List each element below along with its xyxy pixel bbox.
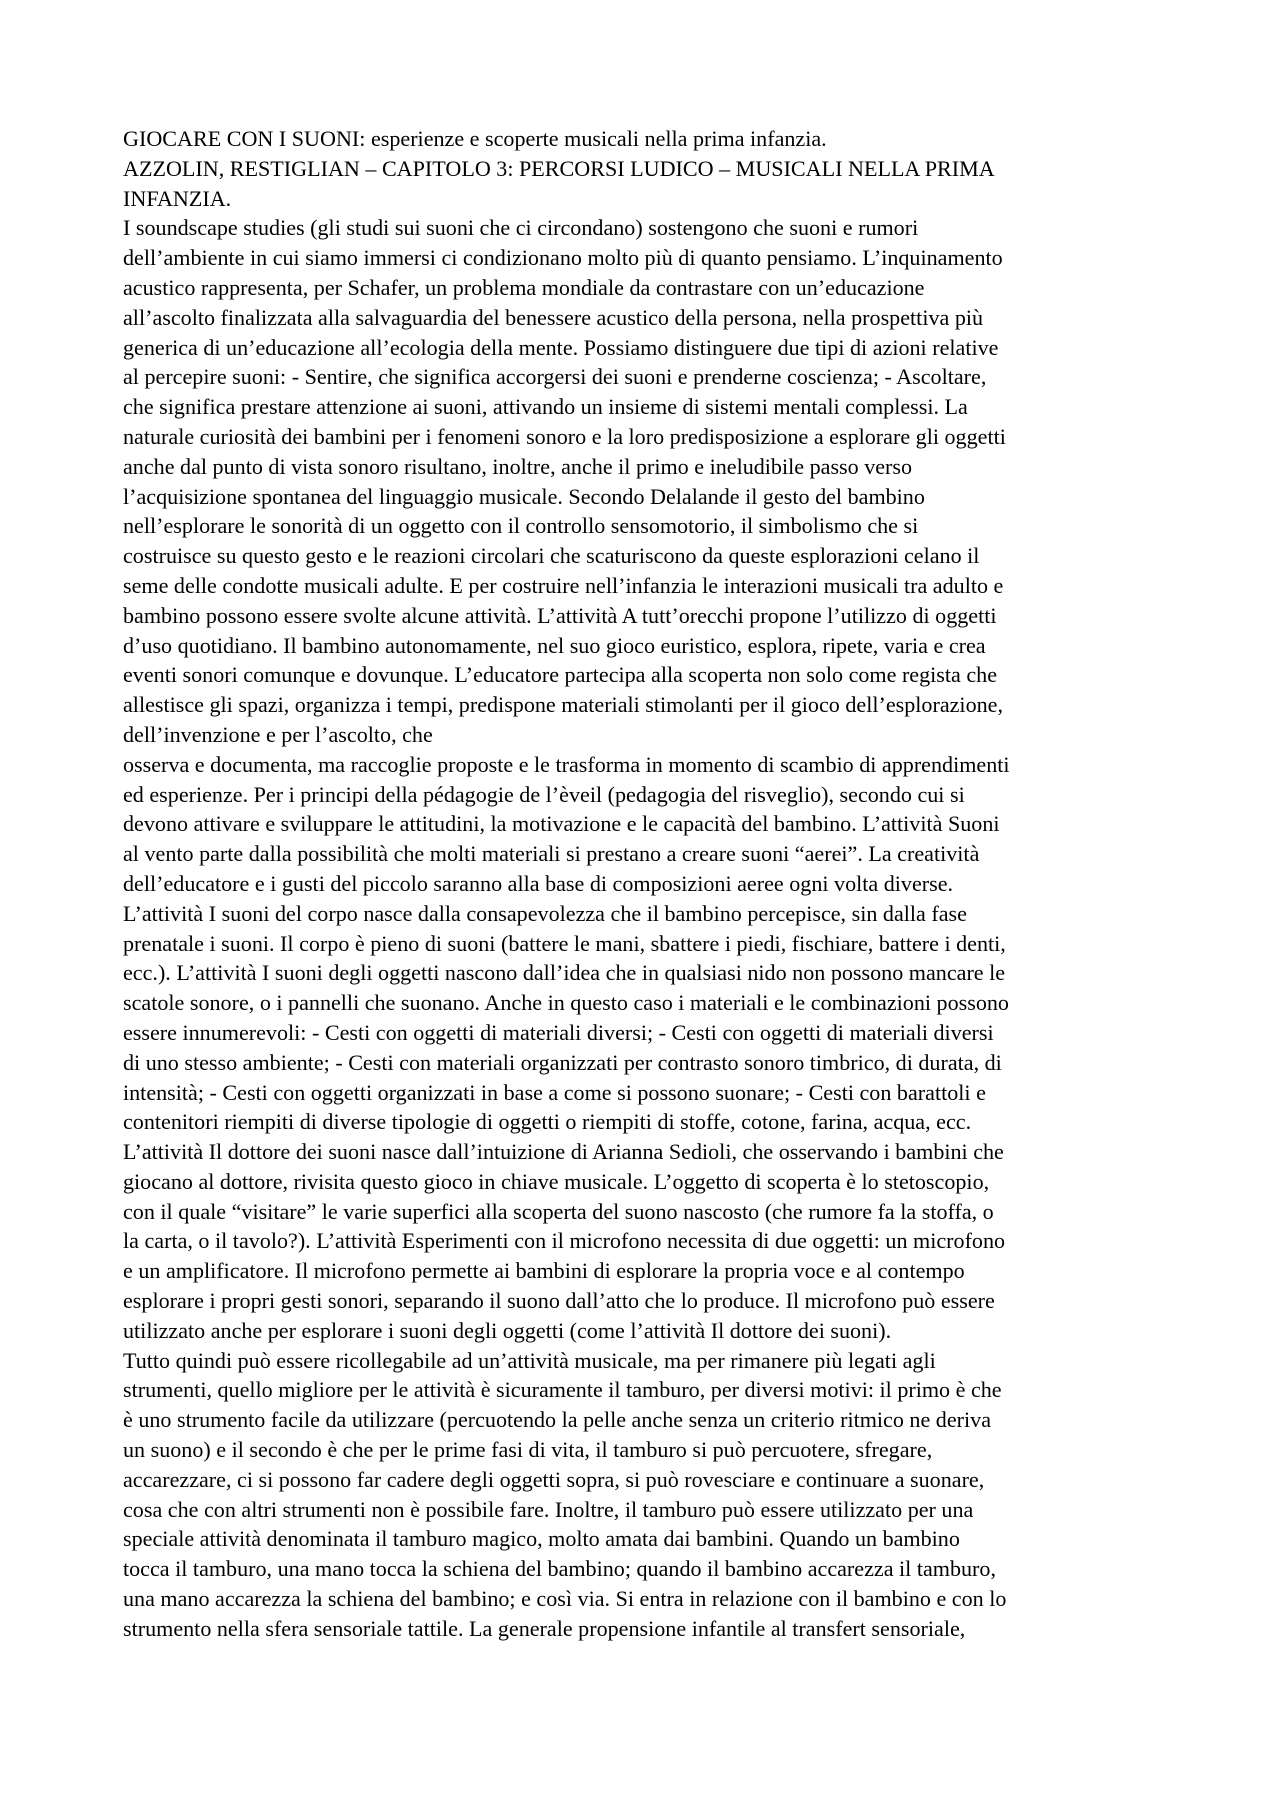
subtitle-line: INFANZIA. [123, 185, 232, 211]
body-text-line: l’acquisizione spontanea del linguaggio musicale. Secondo Delalande il gesto del bambino [123, 483, 925, 509]
body-text-line: all’ascolto finalizzata alla salvaguardia del benessere acustico della persona, nella prospettiva più [123, 304, 984, 330]
body-text-line: scatole sonore, o i pannelli che suonano. Anche in questo caso i materiali e le combinazioni possono [123, 990, 1009, 1016]
body-text-line: eventi sonori comunque e dovunque. L’educatore partecipa alla scoperta non solo come regista che [123, 662, 998, 688]
body-text-line: esplorare i propri gesti sonori, separando il suono dall’atto che lo produce. Il microfono può essere [123, 1288, 995, 1314]
body-text-line: dell’ambiente in cui siamo immersi ci condizionano molto più di quanto pensiamo. L’inquinamento [123, 245, 1003, 271]
body-text-line: essere innumerevoli: - Cesti con oggetti di materiali diversi; - Cesti con oggetti di materiali diversi [123, 1019, 994, 1045]
body-text-line: devono attivare e sviluppare le attitudini, la motivazione e le capacità del bambino. L’attività Suoni [123, 811, 1000, 837]
body-text-line: utilizzato anche per esplorare i suoni degli oggetti (come l’attività Il dottore dei suoni). [123, 1317, 892, 1343]
body-text-line: la carta, o il tavolo?). L’attività Esperimenti con il microfono necessita di due oggetti: un microfono [123, 1228, 1006, 1254]
body-text-line: dell’educatore e i gusti del piccolo saranno alla base di composizioni aeree ogni volta diverse. [123, 870, 954, 896]
body-text-line: di uno stesso ambiente; - Cesti con materiali organizzati per contrasto sonoro timbrico, di durata, di [123, 1049, 1002, 1075]
body-text-line: al percepire suoni: - Sentire, che significa accorgersi dei suoni e prenderne coscienza; - Ascoltare, [123, 364, 987, 390]
body-text-line: e un amplificatore. Il microfono permette ai bambini di esplorare la propria voce e al contempo [123, 1258, 965, 1284]
body-text-line: strumenti, quello migliore per le attività è sicuramente il tamburo, per diversi motivi: il primo è che [123, 1377, 1002, 1403]
body-text-line: al vento parte dalla possibilità che molti materiali si prestano a creare suoni “aerei”. La creatività [123, 841, 980, 867]
body-text-line: cosa che con altri strumenti non è possibile fare. Inoltre, il tamburo può essere utilizzato per una [123, 1496, 974, 1522]
body-text-line: ecc.). L’attività I suoni degli oggetti nascono dall’idea che in qualsiasi nido non possono mancare le [123, 960, 1006, 986]
body-text-line: generica di un’educazione all’ecologia della mente. Possiamo distinguere due tipi di azioni relative [123, 334, 999, 360]
body-text-line: L’attività Il dottore dei suoni nasce dall’intuizione di Arianna Sedioli, che osservando i bambini che [123, 1139, 1004, 1165]
body-text-line: naturale curiosità dei bambini per i fenomeni sonoro e la loro predisposizione a esplorare gli oggetti [123, 423, 1006, 449]
body-text-line: acustico rappresenta, per Schafer, un problema mondiale da contrastare con un’educazione [123, 274, 925, 300]
body-text-line: prenatale i suoni. Il corpo è pieno di suoni (battere le mani, sbattere i piedi, fischiare, battere i denti, [123, 930, 1006, 956]
body-text-line: anche dal punto di vista sonoro risultano, inoltre, anche il primo e ineludibile passo verso [123, 453, 913, 479]
body-text-line: L’attività I suoni del corpo nasce dalla consapevolezza che il bambino percepisce, sin dalla fase [123, 900, 967, 926]
body-text-line: d’uso quotidiano. Il bambino autonomamente, nel suo gioco euristico, esplora, ripete, varia e crea [123, 632, 986, 658]
body-text-line: seme delle condotte musicali adulte. E per costruire nell’infanzia le interazioni musicali tra adulto e [123, 572, 1004, 598]
body-text-line: costruisce su questo gesto e le reazioni circolari che scaturiscono da queste esplorazioni celano il [123, 543, 980, 569]
subtitle-line: AZZOLIN, RESTIGLIAN – CAPITOLO 3: PERCORSI LUDICO – MUSICALI NELLA PRIMA [123, 155, 995, 181]
body-text-line: allestisce gli spazi, organizza i tempi, predispone materiali stimolanti per il gioco dell’esplorazione, [123, 692, 1003, 718]
body-text-line: strumento nella sfera sensoriale tattile. La generale propensione infantile al transfert sensoriale, [123, 1615, 966, 1641]
body-text-line: speciale attività denominata il tamburo magico, molto amata dai bambini. Quando un bambino [123, 1526, 960, 1552]
body-text-line: con il quale “visitare” le varie superfici alla scoperta del suono nascosto (che rumore fa la stoffa, o [123, 1198, 994, 1224]
body-text-line: Tutto quindi può essere ricollegabile ad un’attività musicale, ma per rimanere più legati agli [123, 1347, 936, 1373]
body-text-line: giocano al dottore, rivisita questo gioco in chiave musicale. L’oggetto di scoperta è lo stetoscopio, [123, 1168, 990, 1194]
body-text-line: un suono) e il secondo è che per le prime fasi di vita, il tamburo si può percuotere, sfregare, [123, 1437, 933, 1463]
body-text-line: accarezzare, ci si possono far cadere degli oggetti sopra, si può rovesciare e continuare a suonare, [123, 1466, 985, 1492]
title-line: GIOCARE CON I SUONI: esperienze e scoperte musicali nella prima infanzia. [123, 126, 827, 151]
body-text-line: I soundscape studies (gli studi sui suoni che ci circondano) sostengono che suoni e rumori [123, 215, 919, 241]
body-text-line: intensità; - Cesti con oggetti organizzati in base a come si possono suonare; - Cesti con barattoli e [123, 1079, 986, 1105]
body-text-line: contenitori riempiti di diverse tipologie di oggetti o riempiti di stoffe, cotone, farina, acqua, ecc. [123, 1109, 972, 1135]
body-text-line: è uno strumento facile da utilizzare (percuotendo la pelle anche senza un criterio ritmico ne deriva [123, 1407, 992, 1433]
document-page [123, 124, 1175, 1644]
body-text-line: nell’esplorare le sonorità di un oggetto con il controllo sensomotorio, il simbolismo che si [123, 513, 919, 539]
body-text-line: una mano accarezza la schiena del bambino; e così via. Si entra in relazione con il bambino e con lo [123, 1586, 1007, 1612]
body-text-line: dell’invenzione e per l’ascolto, che [123, 721, 433, 747]
body-text-line: osserva e documenta, ma raccoglie proposte e le trasforma in momento di scambio di apprendimenti [123, 751, 1010, 777]
body-text-line: ed esperienze. Per i principi della pédagogie de l’èveil (pedagogia del risveglio), secondo cui si [123, 781, 965, 807]
body-text-line: tocca il tamburo, una mano tocca la schiena del bambino; quando il bambino accarezza il tamburo, [123, 1556, 996, 1582]
body-text-line: che significa prestare attenzione ai suoni, attivando un insieme di sistemi mentali complessi. La [123, 394, 968, 420]
body-text-line: bambino possono essere svolte alcune attività. L’attività A tutt’orecchi propone l’utilizzo di oggetti [123, 602, 997, 628]
